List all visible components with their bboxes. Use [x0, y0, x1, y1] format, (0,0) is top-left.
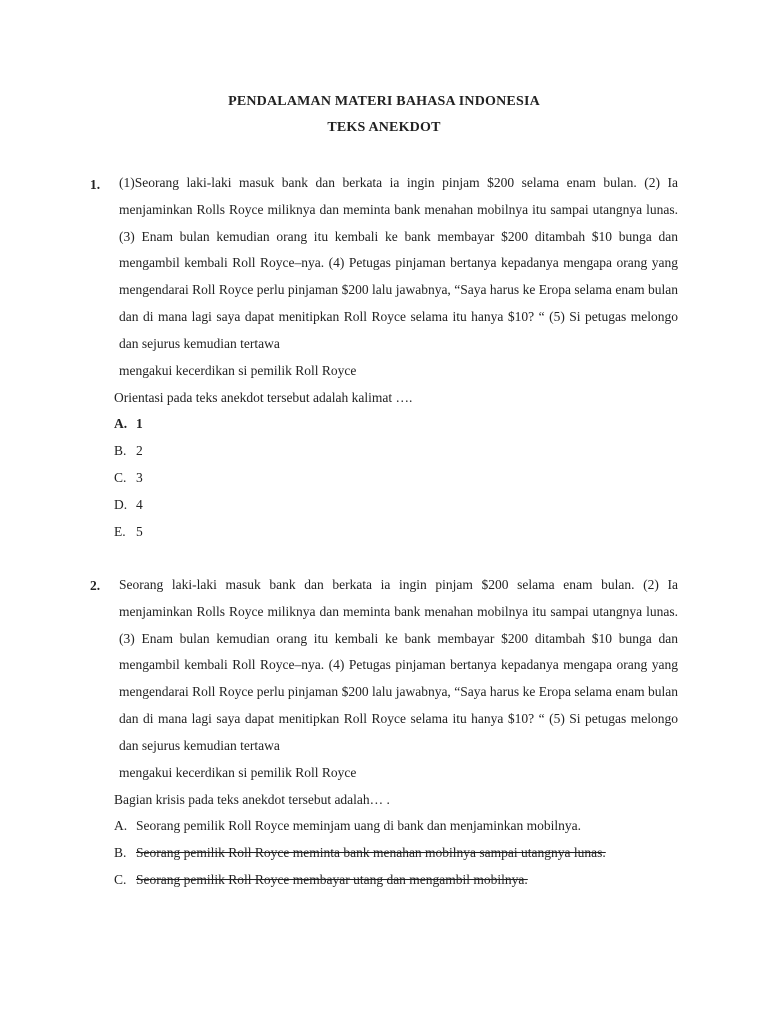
question-2-option-b[interactable]: [114, 845, 606, 861]
option-text: Seorang pemilik Roll Royce meminjam uang di bank dan menjaminkan mobilnya.: [136, 818, 582, 833]
question-2-number: 2.: [90, 578, 101, 593]
question-1-option-a[interactable]: [114, 416, 143, 432]
option-text: Seorang pemilik Roll Royce meminta bank menahan mobilnya sampai utangnya lunas.: [136, 845, 606, 860]
option-text: 4: [136, 497, 143, 512]
option-text: 3: [136, 470, 143, 485]
question-2-prompt: Bagian krisis pada teks anekdot tersebut adalah… .: [114, 792, 390, 807]
question-2-option-c[interactable]: [114, 872, 528, 888]
option-letter: B.: [114, 443, 127, 458]
question-1-option-c[interactable]: [114, 470, 143, 486]
question-1-prompt: Orientasi pada teks anekdot tersebut adalah kalimat ….: [114, 390, 413, 405]
option-text: Seorang pemilik Roll Royce membayar utang dan mengambil mobilnya.: [136, 872, 528, 887]
question-2-passage: [119, 572, 678, 786]
option-letter: A.: [114, 818, 128, 833]
question-1-passage-last-line: mengakui kecerdikan si pemilik Roll Royce: [119, 362, 357, 378]
document-title: PENDALAMAN MATERI BAHASA INDONESIA: [228, 94, 540, 109]
question-1-option-e[interactable]: [114, 524, 143, 540]
question-1-passage: [119, 170, 678, 384]
document-subtitle: TEKS ANEKDOT: [327, 120, 441, 135]
question-2-passage-body: Seorang laki-laki masuk bank dan berkata ia ingin pinjam $200 selama enam bulan. (2) Ia menjaminkan Rolls Royce miliknya dan meminta bank menahan mobilnya itu sampai utangnya lunas. (3) Enam bulan kemudian orang itu kembali ke bank membayar $200 ditambah $10 bunga dan mengambil kembali Roll Royce–nya. (4) Petugas pinjaman bertanya kepadanya mengapa orang yang mengendarai Roll Royce perlu pinjaman $200 lalu jawabnya, “Saya harus ke Eropa selama enam bulan dan di mana lagi saya dapat menitipkan Roll Royce selama itu hanya $10? “ (5) Si petugas melongo dan sejurus kemudian tertawa: [119, 577, 678, 753]
option-text: 5: [136, 524, 143, 539]
option-text: 2: [136, 443, 143, 458]
question-1-number: 1.: [90, 177, 101, 192]
option-letter: C.: [114, 470, 127, 485]
option-letter: D.: [114, 497, 128, 512]
question-2-option-a[interactable]: [114, 818, 581, 834]
option-letter: E.: [114, 524, 126, 539]
question-2-passage-last-line: mengakui kecerdikan si pemilik Roll Royce: [119, 764, 357, 780]
question-1-passage-body: (1)Seorang laki-laki masuk bank dan berkata ia ingin pinjam $200 selama enam bulan. (2) Ia menjaminkan Rolls Royce miliknya dan meminta bank menahan mobilnya itu sampai utangnya lunas. (3) Enam bulan kemudian orang itu kembali ke bank membayar $200 ditambah $10 bunga dan mengambil kembali Roll Royce–nya. (4) Petugas pinjaman bertanya kepadanya mengapa orang yang mengendarai Roll Royce perlu pinjaman $200 lalu jawabnya, “Saya harus ke Eropa selama enam bulan dan di mana lagi saya dapat menitipkan Roll Royce selama itu hanya $10? “ (5) Si petugas melongo dan sejurus kemudian tertawa: [119, 175, 678, 351]
option-letter: B.: [114, 845, 127, 860]
question-1-option-d[interactable]: [114, 497, 143, 513]
option-text: 1: [136, 416, 143, 431]
option-letter: A.: [114, 416, 128, 431]
option-letter: C.: [114, 872, 127, 887]
question-1-option-b[interactable]: [114, 443, 143, 459]
